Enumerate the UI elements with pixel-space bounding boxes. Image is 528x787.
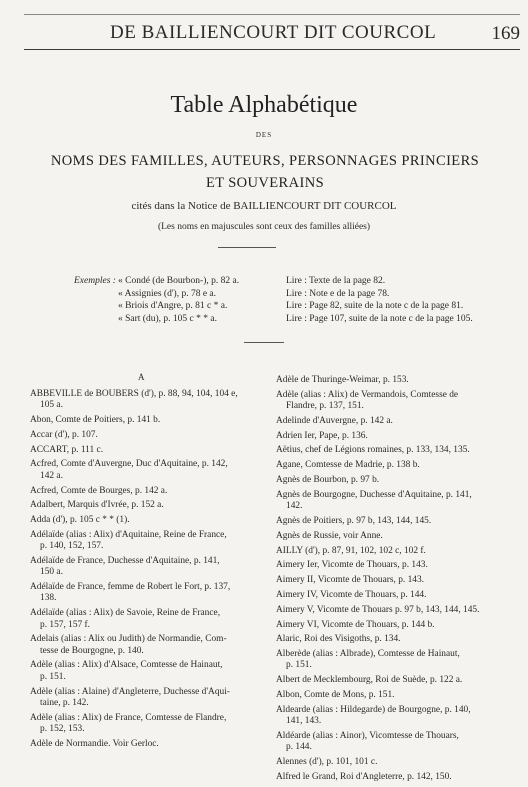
index-entry-text: Aldéarde (alias : Ainor), Vicomtesse de Thouars, <box>276 730 459 741</box>
index-entry <box>276 757 516 768</box>
index-entry <box>276 634 516 645</box>
index-entry-text: Adèle de Thuringe-Weimar, p. 153. <box>276 375 409 385</box>
index-entry <box>30 608 274 631</box>
index-entry <box>30 500 274 511</box>
index-entry-text: ACCART, p. 111 c. <box>30 444 104 455</box>
example-right: Lire : Note e de la page 78. <box>286 288 390 299</box>
index-entry-continuation: 105 a. <box>40 400 63 411</box>
index-entry-continuation: p. 151. <box>40 671 66 682</box>
index-entry-text: Adèle (alias : Alix) de Vermandois, Comtesse de <box>276 389 459 400</box>
index-entry-continuation: taine, p. 142. <box>40 697 89 708</box>
index-entry-text: AILLY (d'), p. 87, 91, 102, 102 c, 102 f. <box>276 545 426 556</box>
index-entry-continuation: 150 a. <box>40 567 63 578</box>
index-entry-text: Adélaïde (alias : Alix) de Savoie, Reine de France, <box>30 608 221 619</box>
index-entry-text: Acfred, Comte d'Auvergne, Duc d'Aquitaine, p. 142, <box>30 459 228 470</box>
index-entry <box>276 431 516 442</box>
index-entry-text: Adèle (alias : Alaine) d'Angleterre, Duchesse d'Aqui- <box>30 686 230 697</box>
index-entry-text: Alberède (alias : Albrade), Comtesse de Hainaut, <box>276 649 460 660</box>
index-entry <box>276 445 516 456</box>
index-entry <box>30 687 274 710</box>
index-entry-text: Adelinde d'Auvergne, p. 142 a. <box>276 415 393 426</box>
index-entry-text: ABBEVILLE de BOUBERS (d'), p. 88, 94, 104, 104 e, <box>30 389 238 399</box>
index-entry-text: Aimery V, Vicomte de Thouars p. 97 b, 143, 144, 145. <box>276 604 480 615</box>
index-entry <box>276 772 516 783</box>
index-entry-continuation: tesse de Bourgogne, p. 140. <box>40 645 144 656</box>
index-entry-text: Adèle de Normandie. Voir Gerloc. <box>30 738 159 749</box>
index-entry-text: Adélaïde de France, Duchesse d'Aquitaine, p. 141, <box>30 556 220 567</box>
index-entry-continuation: 142. <box>286 501 303 512</box>
index-entry <box>276 531 516 542</box>
index-entry <box>30 713 274 736</box>
index-entry-text: Adalbert, Marquis d'Ivrée, p. 152 a. <box>30 500 164 511</box>
example-right: Lire : Texte de la page 82. <box>286 276 386 286</box>
index-entry-text: Adélaïde de France, femme de Robert le Fort, p. 137, <box>30 582 231 593</box>
index-entry <box>276 605 516 616</box>
index-entry <box>276 731 516 754</box>
index-entry <box>276 460 516 471</box>
index-entry <box>276 490 516 513</box>
index-entry <box>276 675 516 686</box>
index-entry-text: Adélaïde (alias : Alix) d'Aquitaine, Reine de France, <box>30 529 227 540</box>
index-entry-text: Aëtius, chef de Légions romaines, p. 133, 134, 135. <box>276 445 470 456</box>
index-entry-text: Aimery IV, Vicomte de Thouars, p. 144. <box>276 589 427 600</box>
index-entry <box>30 556 274 579</box>
title-connector: DES <box>255 131 273 139</box>
section-letter: A <box>138 372 145 382</box>
divider-top <box>218 247 276 248</box>
index-entry-text: Alfred le Grand, Roi d'Angleterre, p. 142, 150. <box>276 771 452 782</box>
index-entry <box>30 445 274 456</box>
index-entry-text: Adèle (alias : Alix) d'Alsace, Comtesse de Hainaut, <box>30 660 223 671</box>
examples-label: Exemples : <box>74 276 116 286</box>
page-title: Table Alphabétique <box>170 92 358 118</box>
index-entry <box>30 530 274 553</box>
running-title: DE BAILLIENCOURT DIT COURCOL <box>110 22 437 43</box>
example-row <box>62 301 502 314</box>
example-left: « Briois d'Angre, p. 81 c * a. <box>118 301 228 311</box>
index-entry <box>30 515 274 526</box>
index-column-left <box>30 389 274 754</box>
index-entry-continuation: 138. <box>40 593 57 604</box>
index-entry-text: Aimery VI, Vicomte de Thouars, p. 144 b. <box>276 619 435 630</box>
index-entry-text: Alennes (d'), p. 101, 101 c. <box>276 757 378 768</box>
example-left: « Assignies (d'), p. 78 e a. <box>118 288 217 299</box>
index-entry-text: Adèle (alias : Alix) de France, Comtesse de Flandre, <box>30 712 227 723</box>
index-entry <box>276 590 516 601</box>
index-entry <box>30 430 274 441</box>
divider-bottom <box>244 342 284 343</box>
index-entry <box>276 620 516 631</box>
index-entry-text: Agnès de Poitiers, p. 97 b, 143, 144, 145. <box>276 515 432 526</box>
index-entry <box>276 575 516 586</box>
index-entry-continuation: p. 151. <box>286 660 312 671</box>
index-entry <box>276 375 516 386</box>
index-entry <box>30 415 274 426</box>
index-entry <box>30 739 274 750</box>
index-entry-continuation: p. 144. <box>286 742 312 753</box>
running-header <box>24 14 520 50</box>
index-entry-text: Agane, Comtesse de Madrie, p. 138 b. <box>276 460 420 471</box>
example-left: « Condé (de Bourbon-), p. 82 a. <box>118 276 240 286</box>
index-entry-text: Aimery II, Vicomte de Thouars, p. 143. <box>276 575 425 586</box>
index-entry-continuation: Flandre, p. 137, 151. <box>286 401 364 412</box>
index-entry <box>276 546 516 557</box>
subtitle-line-1: NOMS DES FAMILLES, AUTEURS, PERSONNAGES PRINCIERS <box>50 153 480 169</box>
index-entry-text: Albert de Mecklembourg, Roi de Suède, p. 122 a. <box>276 675 463 686</box>
example-row <box>62 314 502 327</box>
index-entry-text: Adrien Ier, Pape, p. 136. <box>276 430 368 441</box>
index-entry-text: Agnès de Bourbon, p. 97 b. <box>276 475 380 486</box>
page-subtitle <box>20 150 510 194</box>
index-entry <box>30 634 274 657</box>
index-entry-text: Abon, Comte de Poitiers, p. 141 b. <box>30 415 161 426</box>
index-entry <box>30 660 274 683</box>
index-entry-text: Acfred, Comte de Bourges, p. 142 a. <box>30 485 168 496</box>
index-entry <box>276 516 516 527</box>
index-entry-text: Adda (d'), p. 105 c * * (1). <box>30 515 130 526</box>
index-entry-text: Alaric, Roi des Visigoths, p. 134. <box>276 634 401 645</box>
index-entry <box>276 649 516 672</box>
example-left: « Sart (du), p. 105 c * * a. <box>118 313 217 324</box>
index-entry <box>30 582 274 605</box>
example-row <box>62 289 502 302</box>
index-entry-continuation: 141, 143. <box>286 716 322 727</box>
index-entry-continuation: p. 157, 157 f. <box>40 619 90 630</box>
index-entry-text: Agnès de Russie, voir Anne. <box>276 530 383 541</box>
note-line: (Les noms en majuscules sont ceux des familles alliées) <box>157 222 371 232</box>
index-entry-text: Agnès de Bourgogne, Duchesse d'Aquitaine, p. 141, <box>276 489 472 500</box>
index-entry <box>30 459 274 482</box>
index-entry-continuation: 142 a. <box>40 470 63 481</box>
index-entry-text: Albon, Comte de Mons, p. 151. <box>276 690 395 701</box>
index-entry-continuation: p. 140, 152, 157. <box>40 541 104 552</box>
index-entry <box>30 486 274 497</box>
index-entry <box>276 475 516 486</box>
index-entry-text: Aimery Ier, Vicomte de Thouars, p. 143. <box>276 560 428 571</box>
index-entry <box>276 390 516 413</box>
subtitle-line-2: ET SOUVERAINS <box>205 175 325 191</box>
example-right: Lire : Page 107, suite de la note c de la page 105. <box>286 313 473 324</box>
index-entry-text: Adelais (alias : Alix ou Judith) de Normandie, Com- <box>30 634 227 645</box>
index-entry <box>276 705 516 728</box>
index-entry-text: Accar (d'), p. 107. <box>30 429 98 440</box>
index-entry <box>30 389 274 412</box>
index-entry <box>276 560 516 571</box>
index-entry-text: Aldearde (alias : Hildegarde) de Bourgogne, p. 140, <box>276 704 471 715</box>
index-entry <box>276 416 516 427</box>
page-number: 169 <box>491 23 520 44</box>
index-entry-continuation: p. 152, 153. <box>40 723 85 734</box>
index-entry <box>276 690 516 701</box>
example-right: Lire : Page 82, suite de la note c de la page 81. <box>286 301 464 311</box>
cited-line: cités dans la Notice de BAILLIENCOURT DIT COURCOL <box>131 200 397 212</box>
index-column-right <box>276 375 516 787</box>
example-row <box>62 276 502 289</box>
examples-block <box>62 276 502 326</box>
